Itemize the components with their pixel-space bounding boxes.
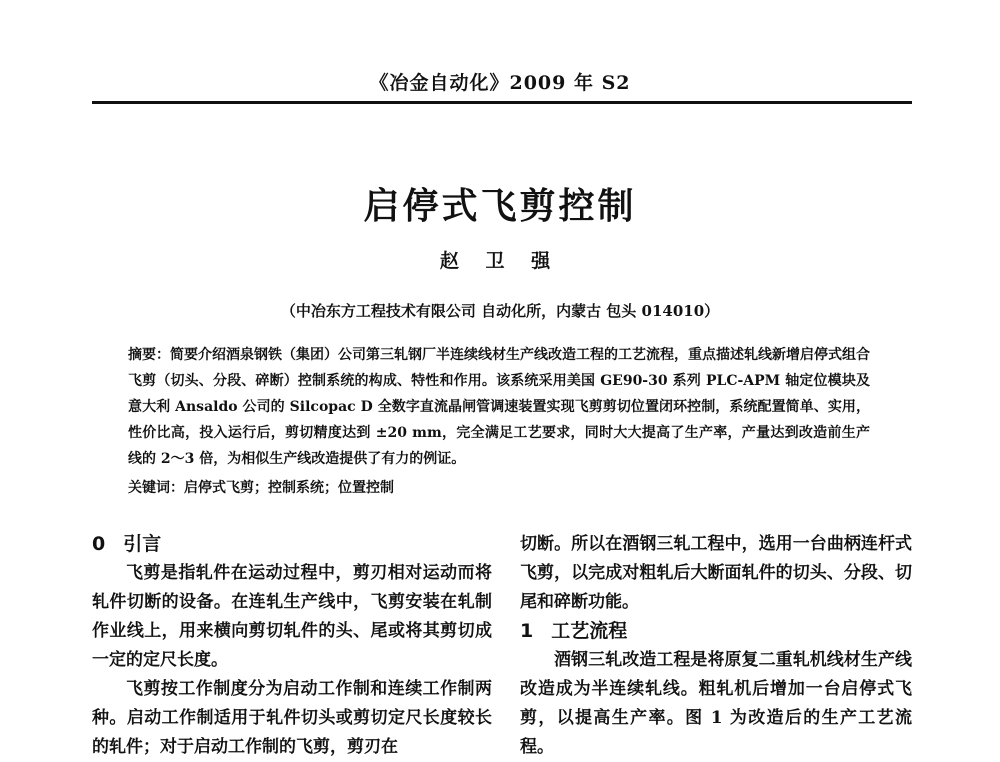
right-column: [520, 530, 912, 762]
paragraph-continuation: 切断。所以在酒钢三轧工程中，选用一台曲柄连杆式飞剪，以完成对粗轧后大断面轧件的切头、分段、切尾和碎断功能。: [520, 534, 912, 612]
section-number: 1: [520, 620, 534, 642]
journal-header: 《冶金自动化》2009 年 S2: [369, 72, 631, 94]
keywords: 关键词：启停式飞剪；控制系统；位置控制: [128, 480, 394, 496]
paragraph: 飞剪是指轧件在运动过程中，剪刃相对运动而将轧件切断的设备。在连轧生产线中，飞剪安装在轧制作业线上，用来横向剪切轧件的头、尾或将其剪切成一定的定尺长度。: [92, 563, 492, 670]
article-title: 启停式飞剪控制: [363, 186, 637, 227]
section-heading-process: [520, 617, 912, 646]
section-title: 工艺流程: [551, 620, 628, 642]
section-number: 0: [92, 533, 106, 555]
header-rule: [92, 101, 912, 104]
abstract: 摘要：简要介绍酒泉钢铁（集团）公司第三轧钢厂半连续线材生产线改造工程的工艺流程，重点描述轧线新增启停式组合飞剪（切头、分段、碎断）控制系统的构成、特性和作用。该系统采用美国 GE90-30 系列 PLC-APM 轴定位模块及意大利 Ansaldo 公司的 Silcopac D 全数字直流晶闸管调速装置实现飞剪剪切位置闭环控制，系统配置简单、实用，性价比高，投入运行后，剪切精度达到 ±20 mm，完全满足工艺要求，同时大大提高了生产率，产量达到改造前生产线的 2～3 倍，为相似生产线改造提供了有力的例证。: [128, 347, 870, 467]
left-column: [92, 530, 492, 762]
author-name: 赵 卫 强: [439, 250, 561, 272]
section-heading-intro: [92, 530, 492, 559]
affiliation: （中冶东方工程技术有限公司 自动化所，内蒙古 包头 014010）: [280, 302, 720, 320]
paragraph: 酒钢三轧改造工程是将原复二重轧机线材生产线改造成为半连续轧线。粗轧机后增加一台启停式飞剪，以提高生产率。图 1 为改造后的生产工艺流程。: [520, 650, 912, 757]
section-title: 引言: [123, 533, 162, 555]
paragraph: 飞剪按工作制度分为启动工作制和连续工作制两种。启动工作制适用于轧件切头或剪切定尺长度较长的轧件；对于启动工作制的飞剪，剪刃在: [92, 679, 492, 757]
